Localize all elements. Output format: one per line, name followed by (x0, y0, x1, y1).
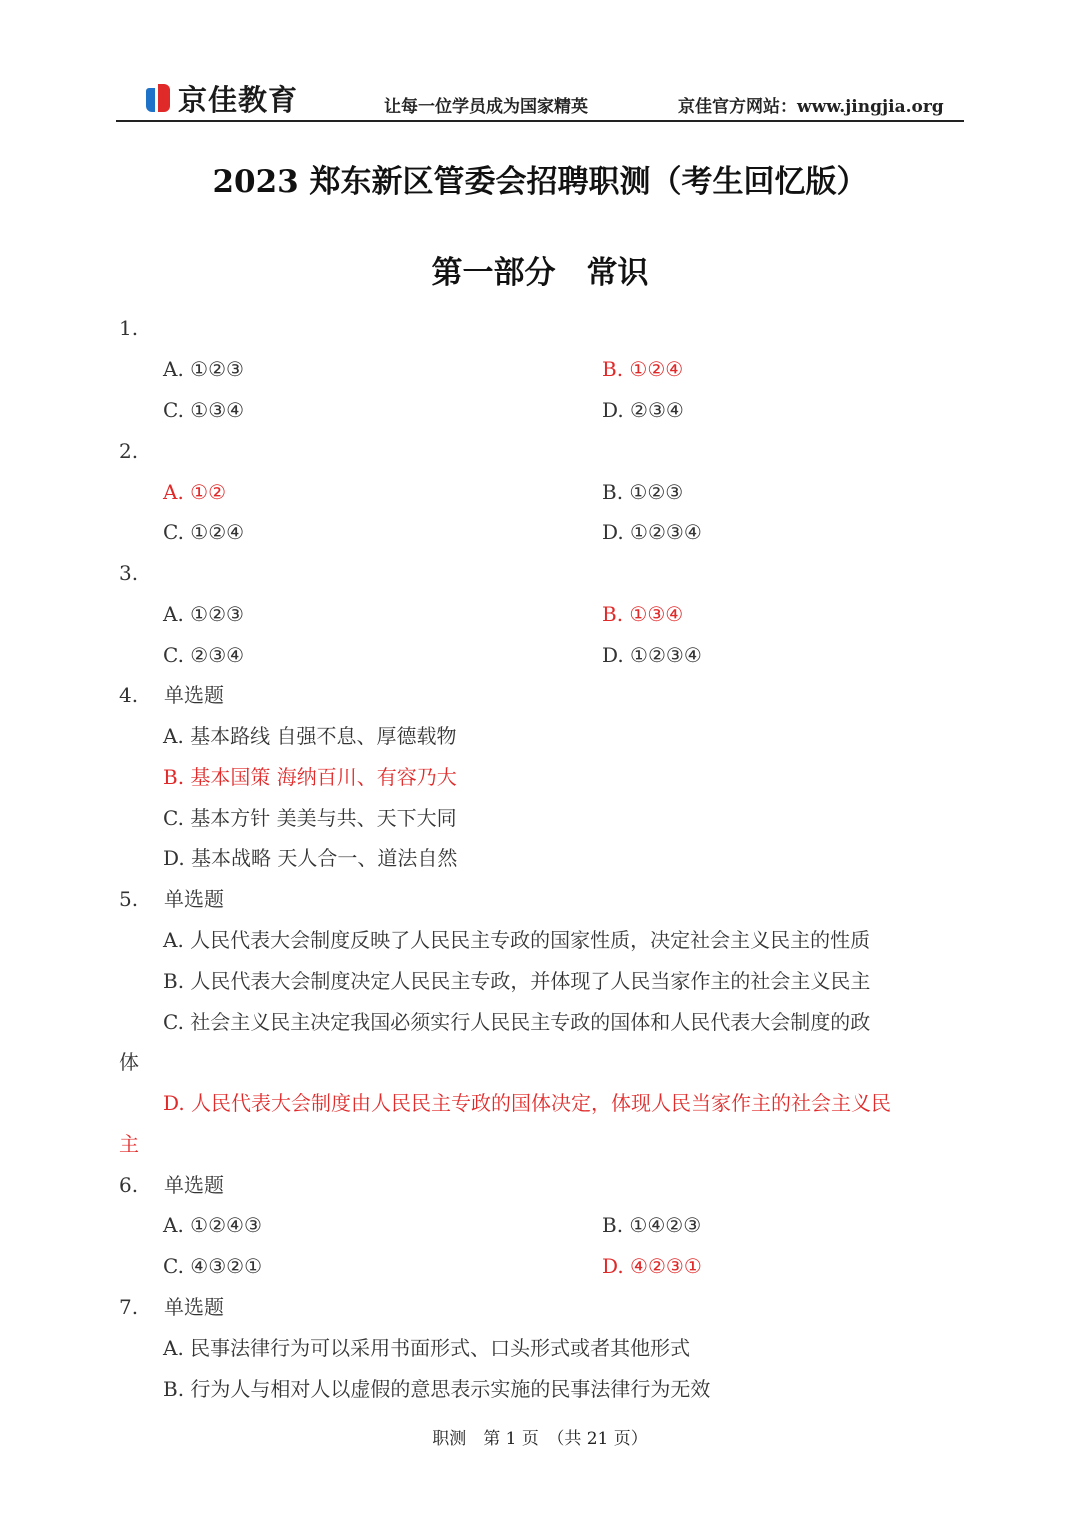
q6-option-b: B. ①④②③ (602, 1213, 702, 1237)
q6-option-d-answer: D. ④②③① (602, 1254, 702, 1278)
q4-option-d: D. 基本战略 天人合一、道法自然 (163, 846, 458, 870)
question-1-number: 1. (119, 316, 139, 340)
question-6-type: 单选题 (164, 1173, 224, 1197)
question-5-type: 单选题 (164, 887, 224, 911)
q7-option-a: A. 民事法律行为可以采用书面形式、口头形式或者其他形式 (163, 1336, 691, 1360)
q4-option-b-answer: B. 基本国策 海纳百川、有容乃大 (163, 765, 457, 789)
q6-option-a: A. ①②④③ (163, 1213, 262, 1237)
q2-option-d: D. ①②③④ (602, 520, 702, 544)
question-4-type: 单选题 (164, 683, 224, 707)
question-7-number: 7. (119, 1295, 139, 1319)
header-slogan: 让每一位学员成为国家精英 (384, 97, 588, 117)
logo-icon (146, 84, 172, 114)
q5-option-c: C. 社会主义民主决定我国必须实行人民民主专政的国体和人民代表大会制度的政 (163, 1010, 871, 1034)
q3-option-b-answer: B. ①③④ (602, 602, 684, 626)
q5-option-b: B. 人民代表大会制度决定人民民主专政，并体现了人民当家作主的社会主义民主 (163, 969, 871, 993)
question-6-number: 6. (119, 1173, 139, 1197)
q1-option-c: C. ①③④ (163, 398, 245, 422)
q3-option-c: C. ②③④ (163, 643, 245, 667)
q2-option-a-answer: A. ①② (163, 480, 227, 504)
q5-option-d-answer: D. 人民代表大会制度由人民民主专政的国体决定，体现人民当家作主的社会主义民 (163, 1091, 892, 1115)
q5-option-a: A. 人民代表大会制度反映了人民民主专政的国家性质，决定社会主义民主的性质 (163, 928, 871, 952)
document-title: 2023 郑东新区管委会招聘职测（考生回忆版） (212, 164, 868, 200)
question-2-number: 2. (119, 439, 139, 463)
q2-option-b: B. ①②③ (602, 480, 684, 504)
q4-option-a: A. 基本路线 自强不息、厚德载物 (163, 724, 457, 748)
page-header (116, 74, 964, 122)
q4-option-c: C. 基本方针 美美与共、天下大同 (163, 806, 457, 830)
q7-option-b: B. 行为人与相对人以虚假的意思表示实施的民事法律行为无效 (163, 1377, 711, 1401)
q5-option-c-continued: 体 (119, 1050, 139, 1074)
q6-option-c: C. ④③②① (163, 1254, 263, 1278)
q3-option-a: A. ①②③ (163, 602, 244, 626)
q1-option-a: A. ①②③ (163, 357, 244, 381)
q1-option-d: D. ②③④ (602, 398, 684, 422)
q1-option-b-answer: B. ①②④ (602, 357, 684, 381)
header-website: 京佳官方网站：www.jingjia.org (678, 97, 944, 117)
q2-option-c: C. ①②④ (163, 520, 245, 544)
page-footer: 职测 第 1 页 （共 21 页） (432, 1429, 648, 1449)
brand-logo (146, 78, 298, 119)
q3-option-d: D. ①②③④ (602, 643, 702, 667)
question-5-number: 5. (119, 887, 139, 911)
question-4-number: 4. (119, 683, 139, 707)
section-title: 第一部分 常识 (431, 255, 649, 291)
question-7-type: 单选题 (164, 1295, 224, 1319)
q5-option-d-answer-continued: 主 (119, 1132, 139, 1156)
logo-text: 京佳教育 (178, 83, 299, 117)
question-3-number: 3. (119, 561, 139, 585)
